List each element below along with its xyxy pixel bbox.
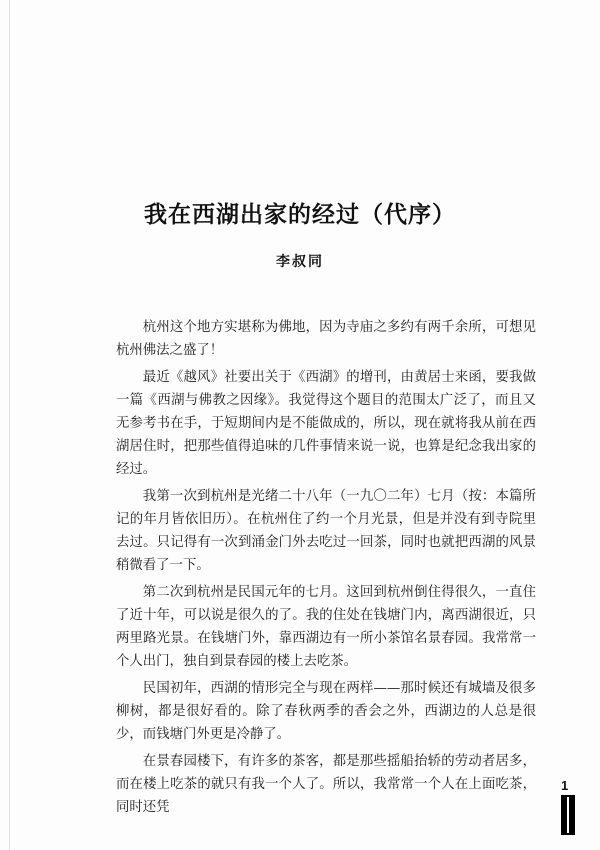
paragraph: 第二次到杭州是民国元年的七月。这回到杭州倒住得很久，一直住了近十年，可以说是很久的了。我的住处在钱塘门内，离西湖很近，只两里路光景。在钱塘门外，靠西湖边有一所小茶馆名景春园。我常常一个人出门，独自到景春园的楼上去吃茶。: [116, 585, 536, 669]
chapter-title: 我在西湖出家的经过（代序）: [144, 201, 456, 228]
page-number: 1: [561, 778, 569, 793]
paragraph: 在景春园楼下，有许多的茶客，都是那些摇船抬轿的劳动者居多，而在楼上吃茶的就只有我一个人了。所以，我常常一个人在上面吃茶，同时还凭: [116, 754, 536, 815]
paragraph: 我第一次到杭州是光绪二十八年（一九〇二年）七月（按：本篇所记的年月皆依旧历）。在杭州住了约一个月光景，但是并没有到寺院里去过。只记得有一次到涌金门外去吃过一回茶，同时也就把西湖的风景稍微看了一下。: [116, 489, 536, 573]
paragraph: 最近《越风》社要出关于《西湖》的增刊，由黄居士来函，要我做一篇《西湖与佛教之因缘》。我觉得这个题目的范围太广泛了，而且又无参考书在手，于短期间内是不能做成的，所以，现在就将我从前在西湖居住时，把那些值得追味的几件事情来说一说，也算是纪念我出家的经过。: [116, 370, 536, 477]
page-edge-line: [9, 0, 10, 850]
paragraph: 杭州这个地方实堪称为佛地，因为寺庙之多约有两千余所，可想见杭州佛法之盛了！: [116, 320, 536, 358]
author-name: 李叔同: [276, 254, 324, 270]
paragraph: 民国初年，西湖的情形完全与现在两样——那时候还有城墙及很多柳树，都是很好看的。除了春秋两季的香会之外，西湖边的人总是很少，而钱塘门外更是冷静了。: [116, 681, 536, 742]
page-edge-marker-stripe: [567, 797, 569, 833]
body-text: [116, 316, 536, 823]
